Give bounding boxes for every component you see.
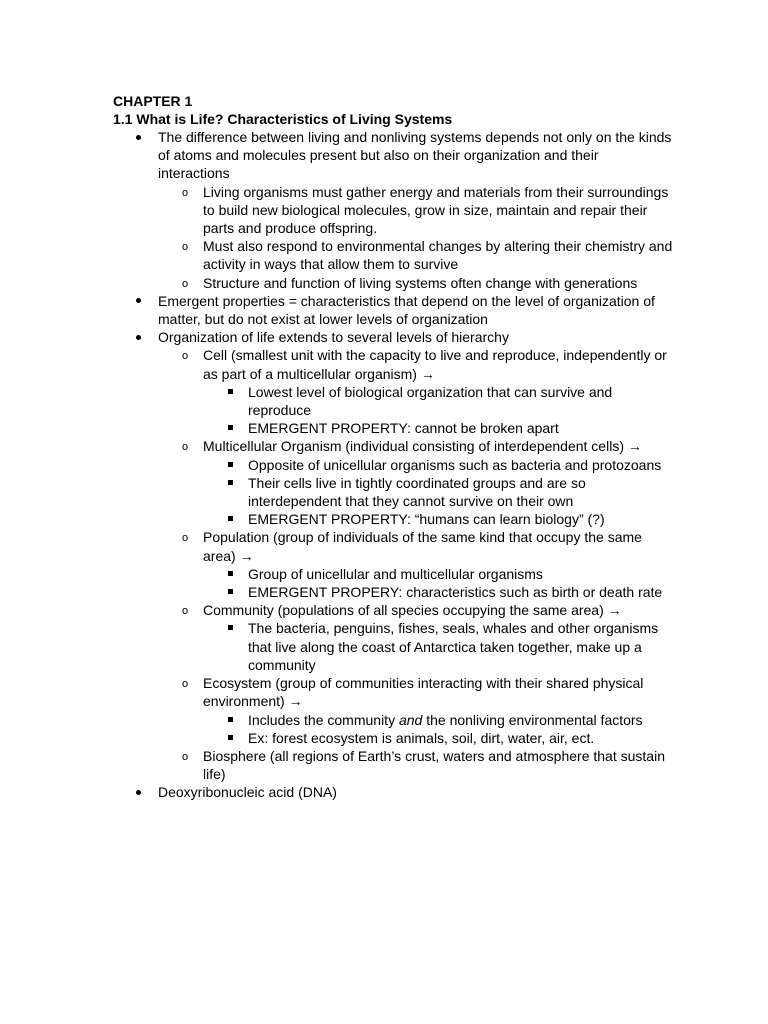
level-community xyxy=(158,601,673,674)
arrow-icon: → xyxy=(420,365,435,382)
detail-item: Group of unicellular and multicellular organisms xyxy=(203,565,673,583)
bullet-organization-of-life xyxy=(113,328,673,783)
detail-item: Their cells live in tightly coordinated groups and are so interdependent that they cannot survive on their own xyxy=(203,474,673,510)
level-text: Population (group of individuals of the same kind that occupy the same area) xyxy=(203,529,642,564)
level-cell xyxy=(158,346,673,437)
level-text: Multicellular Organism (individual consisting of interdependent cells) xyxy=(203,438,624,455)
bullet-dna xyxy=(113,783,673,801)
detail-text: Includes the community xyxy=(248,711,399,728)
detail-list xyxy=(203,383,673,438)
detail-list xyxy=(203,619,673,674)
level-biosphere xyxy=(158,747,673,783)
sub-item: o Living organisms must gather energy and materials from their surroundings to build new biological molecules, grow in size, maintain and repair their parts and produce offspring. xyxy=(158,183,673,238)
bullet-text: Deoxyribonucleic acid (DNA) xyxy=(158,784,337,801)
sub-list xyxy=(158,183,673,292)
sub-item: o Structure and function of living systems often change with generations xyxy=(158,274,673,292)
section-heading: 1.1 What is Life? Characteristics of Living Systems xyxy=(113,111,453,127)
detail-text: the nonliving environmental factors xyxy=(422,711,643,728)
arrow-icon: → xyxy=(607,602,622,619)
level-text: Community (populations of all species occupying the same area) xyxy=(203,602,604,619)
chapter-heading: CHAPTER 1 xyxy=(113,93,193,109)
level-population xyxy=(158,528,673,601)
detail-item xyxy=(203,711,673,729)
bullet-text: Emergent properties = characteristics that depend on the level of organization of matter, but do not exist at lower levels of organization xyxy=(158,292,655,328)
detail-item: EMERGENT PROPERTY: “humans can learn biology” (?) xyxy=(203,510,673,528)
bullet-living-vs-nonliving xyxy=(113,128,673,292)
level-text: Biosphere (all regions of Earth’s crust, waters and atmosphere that sustain life) xyxy=(203,747,665,783)
detail-item: EMERGENT PROPERY: characteristics such as birth or death rate xyxy=(203,583,673,601)
main-bullet-list xyxy=(113,128,673,802)
notes-content xyxy=(113,92,673,802)
bullet-text: The difference between living and nonliving systems depends not only on the kinds of atoms and molecules present but also on their organization and their interactions xyxy=(158,129,672,182)
detail-list xyxy=(203,711,673,747)
bullet-text: Organization of life extends to several levels of hierarchy xyxy=(158,329,509,346)
emphasis-text: and xyxy=(398,711,423,728)
detail-item: EMERGENT PROPERTY: cannot be broken apart xyxy=(203,419,673,437)
hierarchy-list xyxy=(158,346,673,783)
detail-item: Lowest level of biological organization that can survive and reproduce xyxy=(203,383,673,419)
detail-item: Opposite of unicellular organisms such as bacteria and protozoans xyxy=(203,456,673,474)
level-text: Ecosystem (group of communities interacting with their shared physical environment) xyxy=(203,675,644,710)
level-multicellular-organism xyxy=(158,437,673,528)
sub-item: o Must also respond to environmental changes by altering their chemistry and activity in ways that allow them to survive xyxy=(158,237,673,273)
detail-item: Ex: forest ecosystem is animals, soil, dirt, water, air, ect. xyxy=(203,729,673,747)
level-ecosystem xyxy=(158,674,673,747)
detail-item: The bacteria, penguins, fishes, seals, whales and other organisms that live along the coast of Antarctica taken together, make up a community xyxy=(203,619,673,674)
arrow-icon: → xyxy=(239,547,254,564)
arrow-icon: → xyxy=(627,438,642,455)
detail-list xyxy=(203,456,673,529)
bullet-emergent-properties xyxy=(113,292,673,328)
arrow-icon: → xyxy=(288,693,303,710)
detail-list xyxy=(203,565,673,601)
level-text: Cell (smallest unit with the capacity to live and reproduce, independently or as part of a multicellular organism) xyxy=(203,347,667,382)
